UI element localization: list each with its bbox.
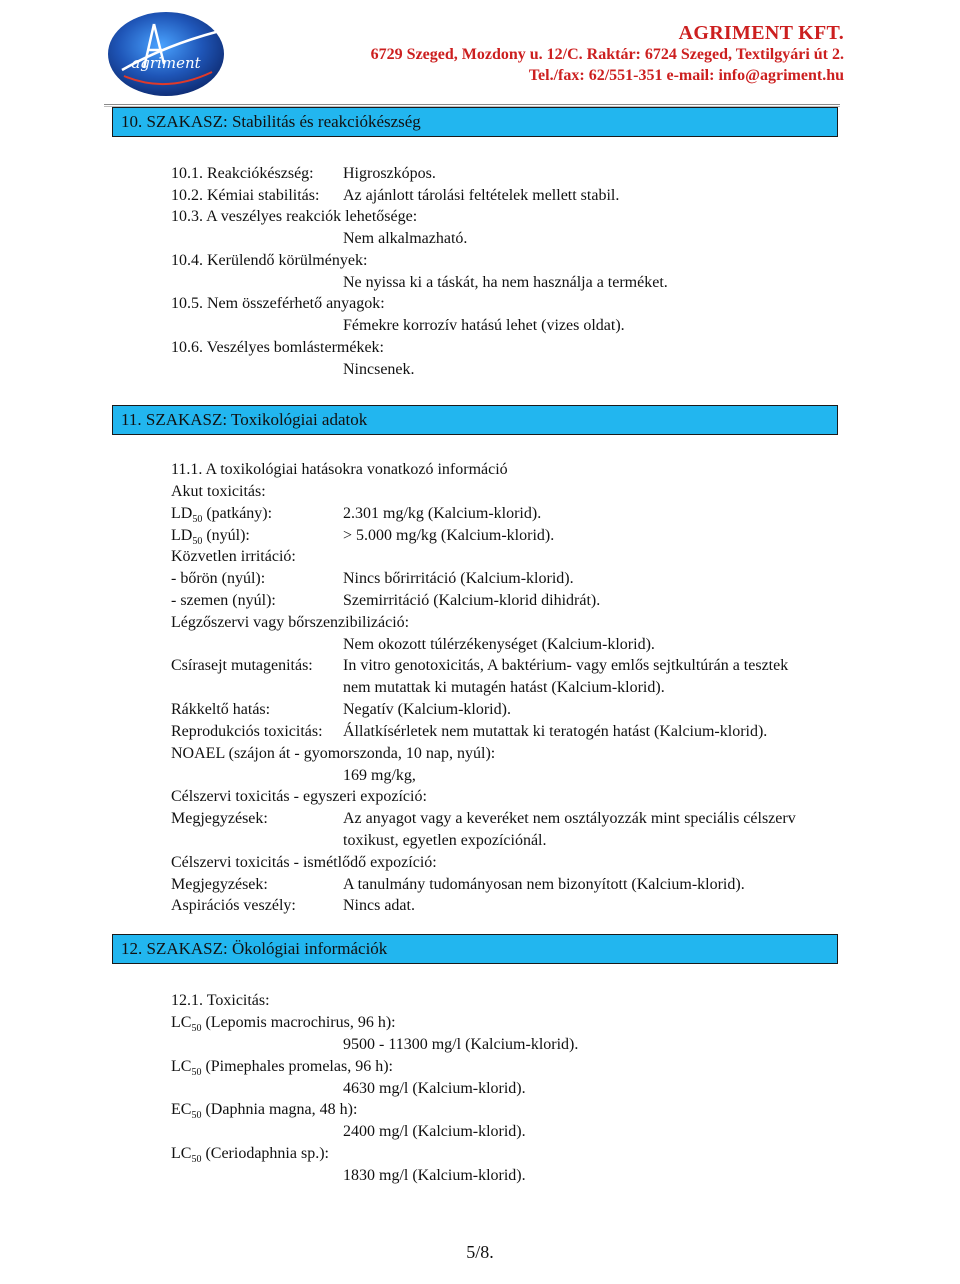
s11-stot-single: Célszervi toxicitás - egyszeri expozíció: bbox=[171, 788, 427, 805]
s10-item-5-label: 10.5. Nem összeférhető anyagok: bbox=[171, 295, 385, 312]
s12-subtitle: 12.1. Toxicitás: bbox=[171, 992, 270, 1009]
s11-irritation: Közvetlen irritáció: bbox=[171, 548, 296, 565]
tox-prefix: EC bbox=[171, 1101, 192, 1118]
s11-carc-label: Rákkeltő hatás: bbox=[171, 701, 271, 718]
svg-text:agriment: agriment bbox=[131, 54, 201, 72]
s11-noael-value: 169 mg/kg, bbox=[343, 767, 416, 784]
s11-stot-single-notes-label: Megjegyzések: bbox=[171, 810, 268, 827]
s11-ld50-rat-value: 2.301 mg/kg (Kalcium-klorid). bbox=[343, 505, 542, 522]
section-10-title: 10. SZAKASZ: Stabilitás és reakciókészség bbox=[112, 107, 838, 137]
s11-carc-value: Negatív (Kalcium-klorid). bbox=[343, 701, 511, 718]
ld-sub: 50 bbox=[192, 536, 203, 548]
s10-item-3-label: 10.3. A veszélyes reakciók lehetősége: bbox=[171, 208, 418, 225]
ld50-rat-text: (patkány): bbox=[206, 505, 273, 522]
s11-sens-value: Nem okozott túlérzékenységet (Kalcium-klorid). bbox=[343, 636, 655, 653]
ld-prefix: LD bbox=[171, 527, 193, 544]
tox-label: (Lepomis macrochirus, 96 h): bbox=[201, 1014, 396, 1031]
s11-subtitle: 11.1. A toxikológiai hatásokra vonatkozó információ bbox=[171, 461, 508, 478]
s11-repro-label: Reprodukciós toxicitás: bbox=[171, 723, 323, 740]
s10-item-4-value: Ne nyissa ki a táskát, ha nem használja a terméket. bbox=[343, 274, 668, 291]
company-address: 6729 Szeged, Mozdony u. 12/C. Raktár: 6724 Szeged, Textilgyári út 2. bbox=[370, 46, 844, 63]
s10-item-1-label: 10.1. Reakciókészség: bbox=[171, 165, 314, 182]
s11-stot-repeat-notes-label: Megjegyzések: bbox=[171, 876, 268, 893]
s11-noael-label: NOAEL (szájon át - gyomorszonda, 10 nap, nyúl): bbox=[171, 745, 496, 762]
tox-label: (Ceriodaphnia sp.): bbox=[201, 1145, 329, 1162]
section-12-title: 12. SZAKASZ: Ökológiai információk bbox=[112, 934, 838, 964]
s10-item-3-value: Nem alkalmazható. bbox=[343, 230, 468, 247]
tox-prefix: LC bbox=[171, 1058, 192, 1075]
s11-eye-label: - szemen (nyúl): bbox=[171, 592, 276, 609]
company-contact: Tel./fax: 62/551-351 e-mail: info@agriment.hu bbox=[528, 67, 844, 84]
s11-stot-single-value-1: Az anyagot vagy a keveréket nem osztályozzák mint speciális célszerv bbox=[343, 810, 796, 827]
company-info bbox=[371, 22, 844, 86]
s12-item-4-value: 1830 mg/l (Kalcium-klorid). bbox=[343, 1167, 526, 1184]
s10-item-2-value: Az ajánlott tárolási feltételek mellett stabil. bbox=[343, 187, 620, 204]
tox-prefix: LC bbox=[171, 1014, 192, 1031]
s10-item-1-value: Higroszkópos. bbox=[343, 165, 436, 182]
tox-sub: 50 bbox=[191, 1023, 202, 1035]
s12-item-3-label bbox=[171, 1100, 357, 1126]
s11-muta-value-2: nem mutattak ki mutagén hatást (Kalcium-klorid). bbox=[343, 679, 665, 696]
tox-sub: 50 bbox=[191, 1110, 202, 1122]
s10-item-2-label: 10.2. Kémiai stabilitás: bbox=[171, 187, 320, 204]
tox-prefix: LC bbox=[171, 1145, 192, 1162]
s11-skin-value: Nincs bőrirritáció (Kalcium-klorid). bbox=[343, 570, 574, 587]
s11-stot-repeat-value: A tanulmány tudományosan nem bizonyított (Kalcium-klorid). bbox=[343, 876, 745, 893]
tox-sub: 50 bbox=[191, 1154, 202, 1166]
tox-sub: 50 bbox=[191, 1067, 202, 1079]
s11-eye-value: Szemirritáció (Kalcium-klorid dihidrát). bbox=[343, 592, 601, 609]
s12-item-1-value: 9500 - 11300 mg/l (Kalcium-klorid). bbox=[343, 1036, 579, 1053]
s10-item-4-label: 10.4. Kerülendő körülmények: bbox=[171, 252, 368, 269]
header-divider bbox=[104, 104, 840, 105]
s10-item-6-value: Nincsenek. bbox=[343, 361, 415, 378]
s12-item-2-value: 4630 mg/l (Kalcium-klorid). bbox=[343, 1080, 526, 1097]
s12-item-3-value: 2400 mg/l (Kalcium-klorid). bbox=[343, 1123, 526, 1140]
s11-asp-value: Nincs adat. bbox=[343, 897, 415, 914]
page-number: 5/8. bbox=[466, 1242, 494, 1262]
s12-item-4-label bbox=[171, 1144, 329, 1170]
s11-stot-single-value-2: toxikust, egyetlen expozíciónál. bbox=[343, 832, 547, 849]
ld-sub: 50 bbox=[192, 514, 203, 526]
ld-prefix: LD bbox=[171, 505, 193, 522]
agriment-logo bbox=[104, 6, 228, 100]
s11-repro-value: Állatkísérletek nem mutattak ki teratogén hatást (Kalcium-klorid). bbox=[343, 723, 768, 740]
s10-item-6-label: 10.6. Veszélyes bomlástermékek: bbox=[171, 339, 384, 356]
section-11-title: 11. SZAKASZ: Toxikológiai adatok bbox=[112, 405, 838, 435]
tox-label: (Daphnia magna, 48 h): bbox=[201, 1101, 358, 1118]
tox-label: (Pimephales promelas, 96 h): bbox=[201, 1058, 393, 1075]
s11-acute: Akut toxicitás: bbox=[171, 483, 266, 500]
s11-skin-label: - bőrön (nyúl): bbox=[171, 570, 266, 587]
company-name: AGRIMENT KFT. bbox=[678, 22, 844, 44]
s11-stot-repeat: Célszervi toxicitás - ismétlődő expozíció: bbox=[171, 854, 437, 871]
s11-ld50-rabbit-value: > 5.000 mg/kg (Kalcium-klorid). bbox=[343, 527, 555, 544]
s10-item-5-value: Fémekre korrozív hatású lehet (vizes oldat). bbox=[343, 317, 625, 334]
s11-muta-label: Csírasejt mutagenitás: bbox=[171, 657, 313, 674]
ld50-rabbit-text: (nyúl): bbox=[206, 527, 250, 544]
s11-asp-label: Aspirációs veszély: bbox=[171, 897, 296, 914]
s11-sens-label: Légzőszervi vagy bőrszenzibilizáció: bbox=[171, 614, 410, 631]
s11-muta-value-1: In vitro genotoxicitás, A baktérium- vagy emlős sejtkultúrán a tesztek bbox=[343, 657, 789, 674]
